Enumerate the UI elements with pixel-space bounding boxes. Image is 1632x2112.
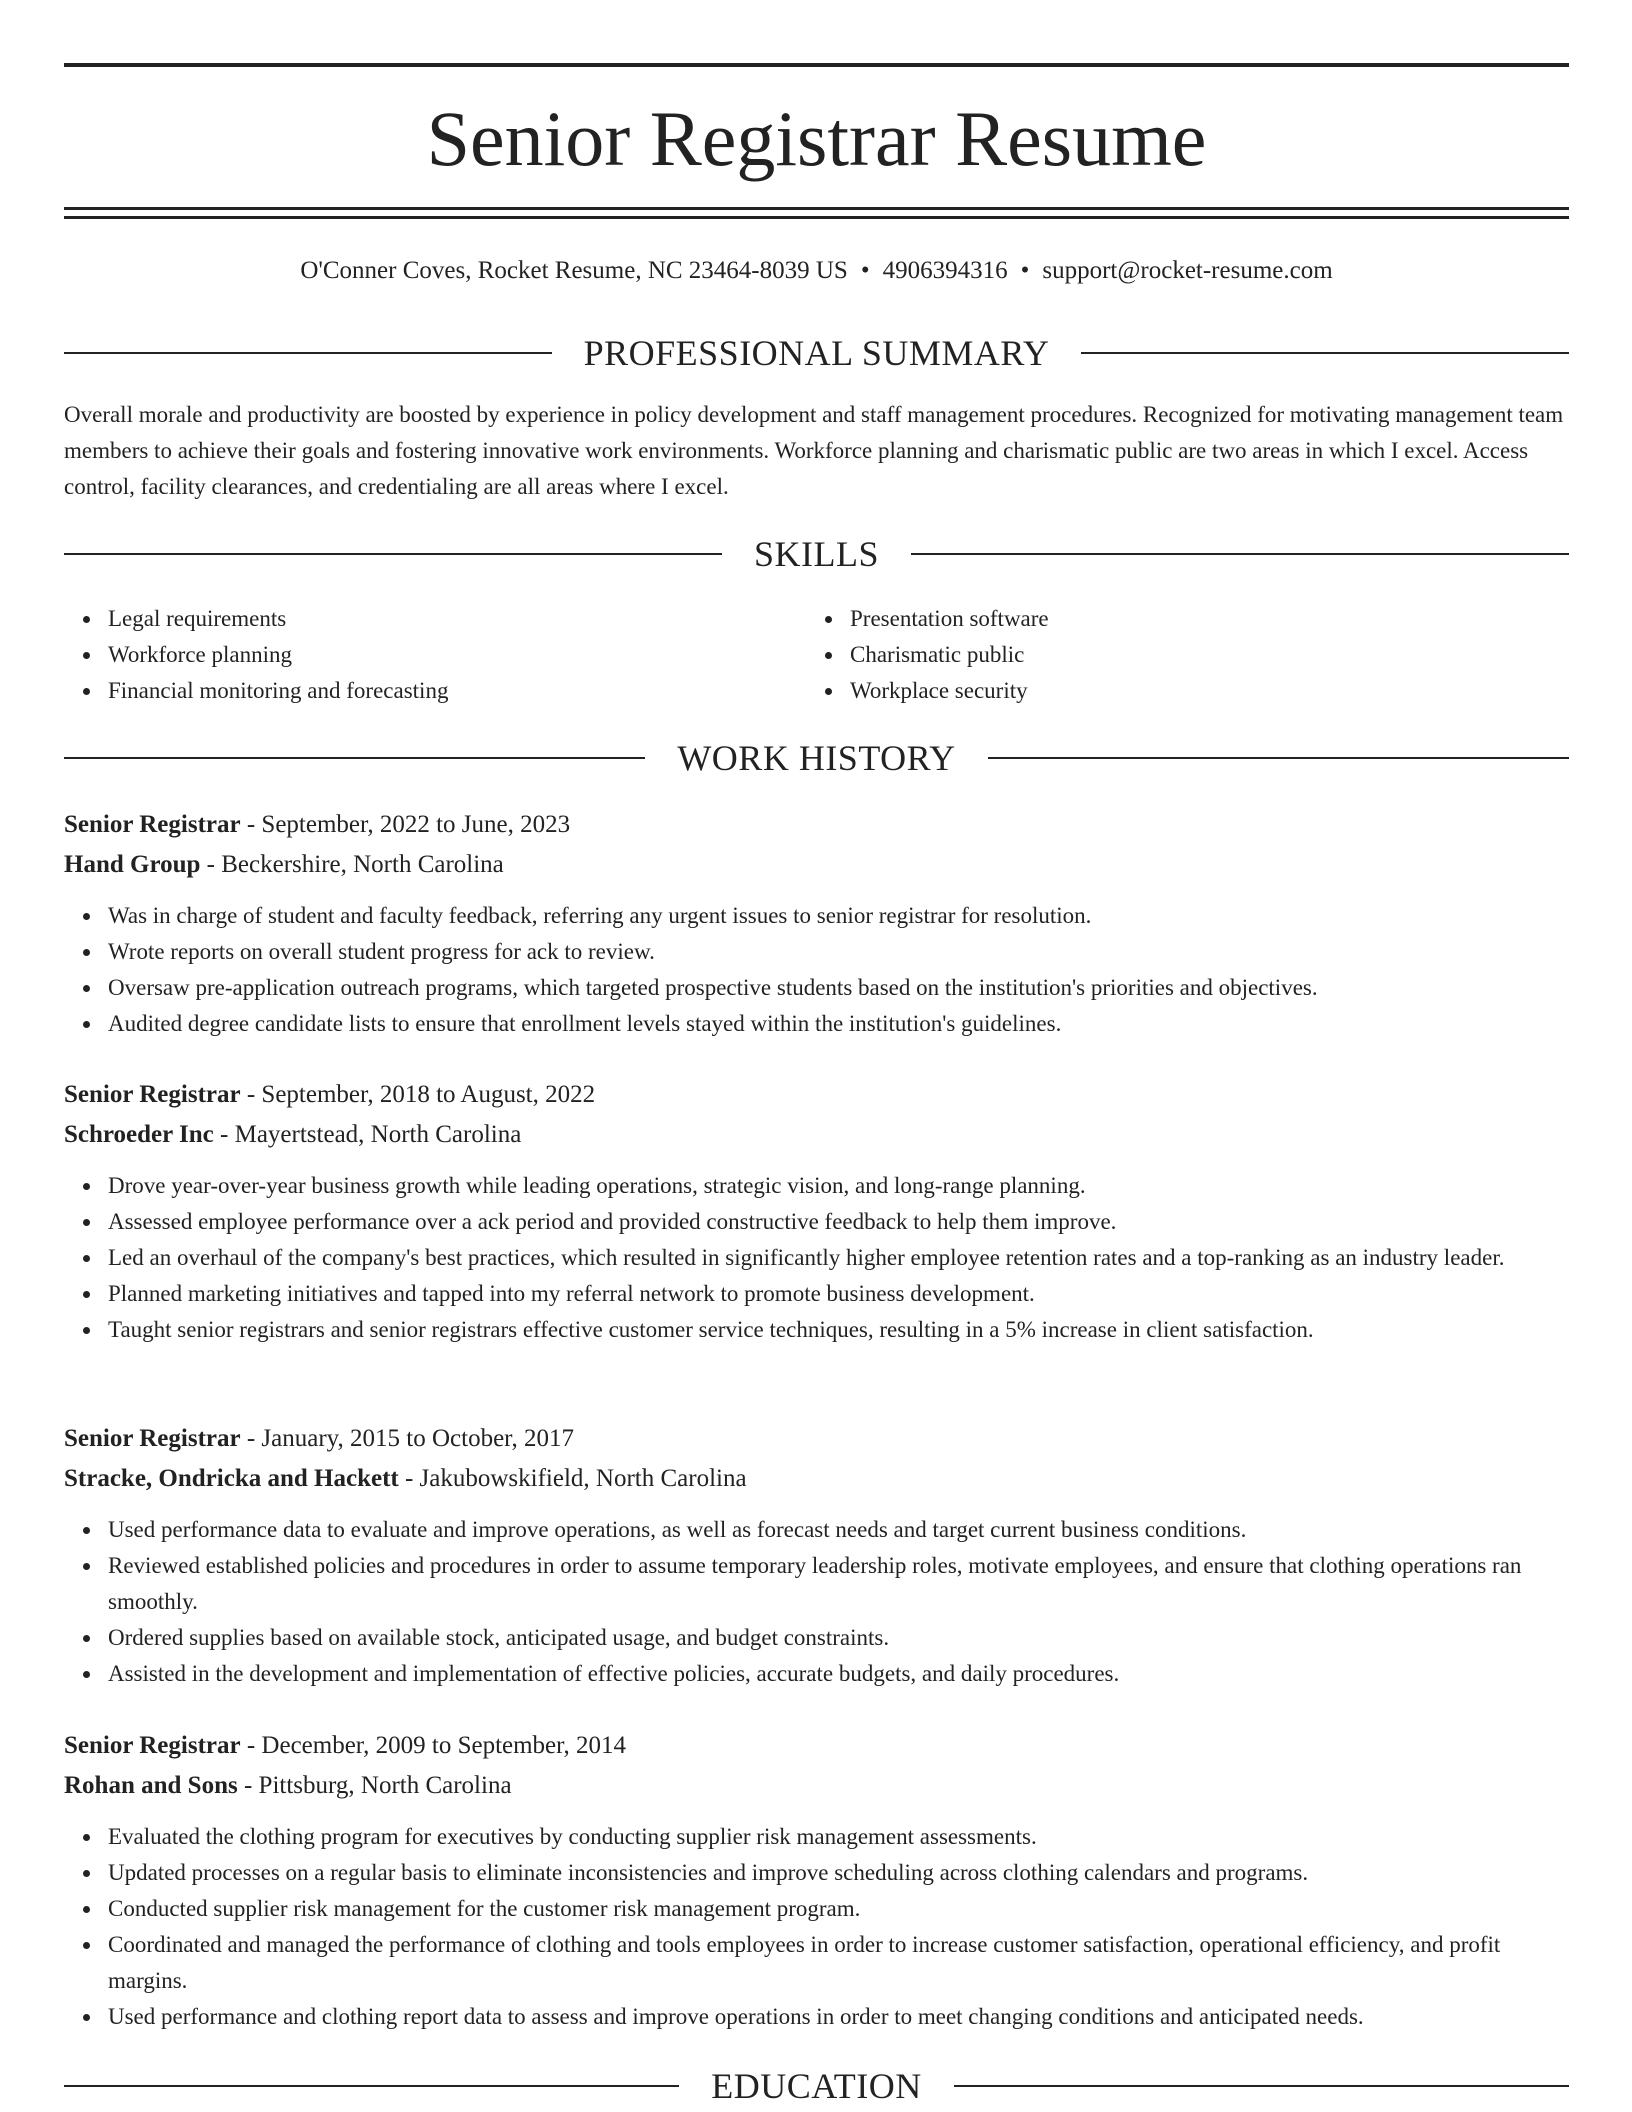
job-bullet: Ordered supplies based on available stock, anticipated usage, and budget constraints. xyxy=(108,1620,1569,1656)
skill-item: Charismatic public xyxy=(850,637,1548,673)
education-heading-label: EDUCATION xyxy=(711,2066,922,2106)
skills-column-right xyxy=(806,601,1548,709)
skills-heading xyxy=(64,532,1569,576)
page-title: Senior Registrar Resume xyxy=(426,95,1207,182)
job-entry xyxy=(64,1076,1569,1348)
job-bullets xyxy=(64,1819,1569,2035)
job-bullet: Oversaw pre-application outreach programs, which targeted prospective students based on the institution's priorities and objectives. xyxy=(108,970,1569,1006)
job-location: - Mayertstead, North Carolina xyxy=(213,1121,522,1148)
job-bullet: Used performance and clothing report data to assess and improve operations in order to meet changing conditions and anticipated needs. xyxy=(108,1999,1569,2035)
skill-item: Financial monitoring and forecasting xyxy=(108,673,806,709)
job-dates: - September, 2018 to August, 2022 xyxy=(240,1081,596,1108)
job-bullet: Reviewed established policies and procedures in order to assume temporary leadership roles, motivate employees, and ensure that clothing operations ran smoothly. xyxy=(108,1548,1569,1620)
job-title: Senior Registrar xyxy=(64,1732,241,1759)
job-location: - Beckershire, North Carolina xyxy=(200,851,504,878)
job-company: Stracke, Ondricka and Hackett xyxy=(64,1465,399,1492)
skill-item: Presentation software xyxy=(850,601,1548,637)
work-history-heading xyxy=(64,736,1569,780)
job-title-line xyxy=(64,806,1569,844)
job-title: Senior Registrar xyxy=(64,1081,241,1108)
top-rule xyxy=(64,63,1569,67)
job-bullet: Assessed employee performance over a ack period and provided constructive feedback to help them improve. xyxy=(108,1204,1569,1240)
heading-rule-right xyxy=(1081,352,1569,354)
job-bullets xyxy=(64,1512,1569,1692)
summary-heading xyxy=(64,331,1569,375)
job-company-line xyxy=(64,1767,1569,1805)
heading-rule-left xyxy=(64,553,722,555)
job-bullet: Taught senior registrars and senior registrars effective customer service techniques, resulting in a 5% increase in client satisfaction. xyxy=(108,1312,1569,1348)
contact-phone: 4906394316 xyxy=(882,257,1008,284)
contact-address: O'Conner Coves, Rocket Resume, NC 23464-8039 US xyxy=(300,257,848,284)
heading-rule-left xyxy=(64,757,645,759)
contact-line xyxy=(64,254,1569,288)
job-bullet: Drove year-over-year business growth while leading operations, strategic vision, and long-range planning. xyxy=(108,1168,1569,1204)
job-dates: - September, 2022 to June, 2023 xyxy=(240,811,571,838)
job-bullets xyxy=(64,898,1569,1042)
heading-rule-right xyxy=(954,2085,1569,2087)
job-entry xyxy=(64,806,1569,1042)
job-bullet: Planned marketing initiatives and tapped into my referral network to promote business development. xyxy=(108,1276,1569,1312)
job-title: Senior Registrar xyxy=(64,1425,241,1452)
work-history-heading-label: WORK HISTORY xyxy=(677,738,956,778)
heading-rule-right xyxy=(911,553,1569,555)
job-bullet: Conducted supplier risk management for the customer risk management program. xyxy=(108,1891,1569,1927)
skill-item: Workplace security xyxy=(850,673,1548,709)
job-dates: - January, 2015 to October, 2017 xyxy=(240,1425,575,1452)
heading-rule-right xyxy=(988,757,1569,759)
job-title-line xyxy=(64,1420,1569,1458)
job-title-line xyxy=(64,1076,1569,1114)
job-company-line xyxy=(64,846,1569,884)
title-rule-upper xyxy=(64,207,1569,210)
summary-text: Overall morale and productivity are boosted by experience in policy development and staff management procedures. Recognized for motivating management team members to achieve their goals and fostering innovative work environments. Workforce planning and charismatic public are two areas in which I excel. Access control, facility clearances, and credentialing are all areas where I excel. xyxy=(64,402,1564,499)
title-rule-lower xyxy=(64,216,1569,219)
skills-list xyxy=(64,601,1569,709)
job-bullet: Led an overhaul of the company's best practices, which resulted in significantly higher employee retention rates and a top-ranking as an industry leader. xyxy=(108,1240,1569,1276)
job-bullet: Evaluated the clothing program for executives by conducting supplier risk management assessments. xyxy=(108,1819,1569,1855)
skills-column-left xyxy=(64,601,806,709)
job-company-line xyxy=(64,1460,1569,1498)
job-location: - Pittsburg, North Carolina xyxy=(237,1772,512,1799)
job-entry xyxy=(64,1420,1569,1692)
job-company-line xyxy=(64,1116,1569,1154)
summary-heading-label: PROFESSIONAL SUMMARY xyxy=(583,333,1050,373)
job-bullet: Wrote reports on overall student progress for ack to review. xyxy=(108,934,1569,970)
job-entry xyxy=(64,1727,1569,2035)
job-bullets xyxy=(64,1168,1569,1348)
heading-rule-left xyxy=(64,352,552,354)
job-company: Schroeder Inc xyxy=(64,1121,214,1148)
job-title-line xyxy=(64,1727,1569,1765)
contact-separator: • xyxy=(1020,257,1030,284)
job-bullet: Assisted in the development and implementation of effective policies, accurate budgets, and daily procedures. xyxy=(108,1656,1569,1692)
job-bullet: Coordinated and managed the performance of clothing and tools employees in order to increase customer satisfaction, operational efficiency, and profit margins. xyxy=(108,1927,1569,1999)
job-company: Hand Group xyxy=(64,851,201,878)
job-location: - Jakubowskifield, North Carolina xyxy=(398,1465,747,1492)
contact-email: support@rocket-resume.com xyxy=(1042,257,1333,284)
skill-item: Workforce planning xyxy=(108,637,806,673)
heading-rule-left xyxy=(64,2085,679,2087)
skill-item: Legal requirements xyxy=(108,601,806,637)
education-heading xyxy=(64,2064,1569,2108)
job-company: Rohan and Sons xyxy=(64,1772,238,1799)
job-bullet: Used performance data to evaluate and improve operations, as well as forecast needs and target current business conditions. xyxy=(108,1512,1569,1548)
job-bullet: Was in charge of student and faculty feedback, referring any urgent issues to senior registrar for resolution. xyxy=(108,898,1569,934)
job-bullet: Audited degree candidate lists to ensure that enrollment levels stayed within the institution's guidelines. xyxy=(108,1006,1569,1042)
job-bullet: Updated processes on a regular basis to eliminate inconsistencies and improve scheduling across clothing calendars and programs. xyxy=(108,1855,1569,1891)
job-dates: - December, 2009 to September, 2014 xyxy=(240,1732,626,1759)
contact-separator: • xyxy=(860,257,870,284)
job-title: Senior Registrar xyxy=(64,811,241,838)
skills-heading-label: SKILLS xyxy=(754,534,880,574)
